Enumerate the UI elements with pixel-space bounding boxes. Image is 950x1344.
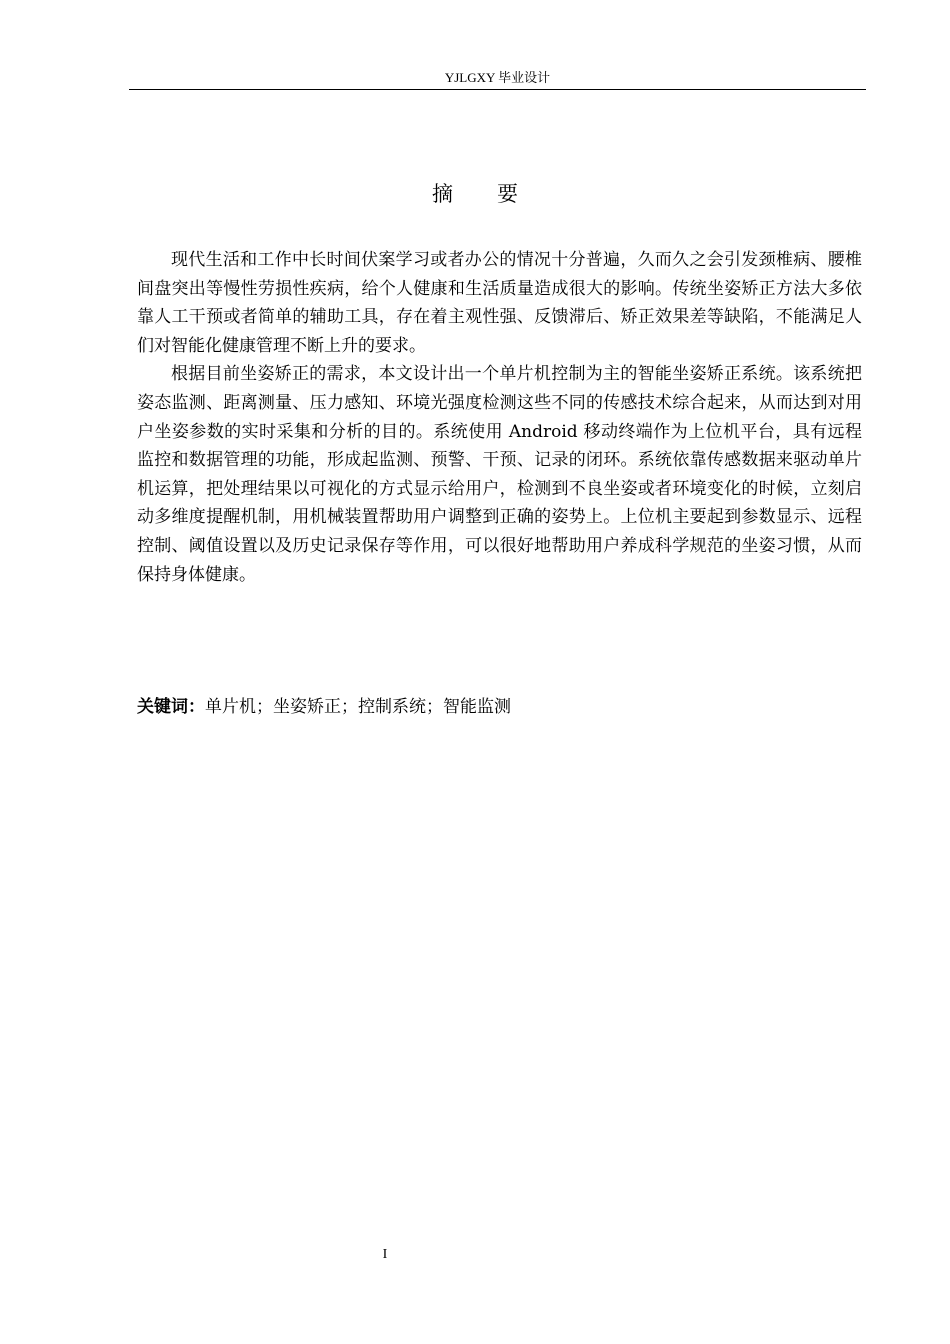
running-title: YJLGXY 毕业设计 (444, 70, 551, 85)
abstract-paragraph: 现代生活和工作中长时间伏案学习或者办公的情况十分普遍，久而久之会引发颈椎病、腰椎间盘突出等慢性劳损性疾病，给个人健康和生活质量造成很大的影响。传统坐姿矫正方法大多依靠人工干预或者简单的辅助工具，存在着主观性强、反馈滞后、矫正效果差等缺陷，不能满足人们对智能化健康管理不断上升的要求。 (137, 250, 862, 356)
keywords-value: 单片机；坐姿矫正；控制系统；智能监测 (205, 697, 511, 717)
keywords-label: 关键词： (137, 697, 205, 717)
abstract-body (137, 246, 862, 589)
page-header (129, 70, 866, 90)
keywords-line (137, 693, 862, 721)
abstract-title: 摘要 (432, 182, 562, 206)
page-number: I (382, 1247, 388, 1262)
abstract-paragraph: 根据目前坐姿矫正的需求，本文设计出一个单片机控制为主的智能坐姿矫正系统。该系统把姿态监测、距离测量、压力感知、环境光强度检测这些不同的传感技术综合起来，从而达到对用户坐姿参数的实时采集和分析的目的。系统使用 Android 移动终端作为上位机平台，具有远程监控和数据管理的功能，形成起监测、预警、干预、记录的闭环。系统依靠传感数据来驱动单片机运算，把处理结果以可视化的方式显示给用户，检测到不良坐姿或者环境变化的时候，立刻启动多维度提醒机制，用机械装置帮助用户调整到正确的姿势上。上位机主要起到参数显示、远程控制、阈值设置以及历史记录保存等作用，可以很好地帮助用户养成科学规范的坐姿习惯，从而保持身体健康。 (137, 364, 862, 585)
